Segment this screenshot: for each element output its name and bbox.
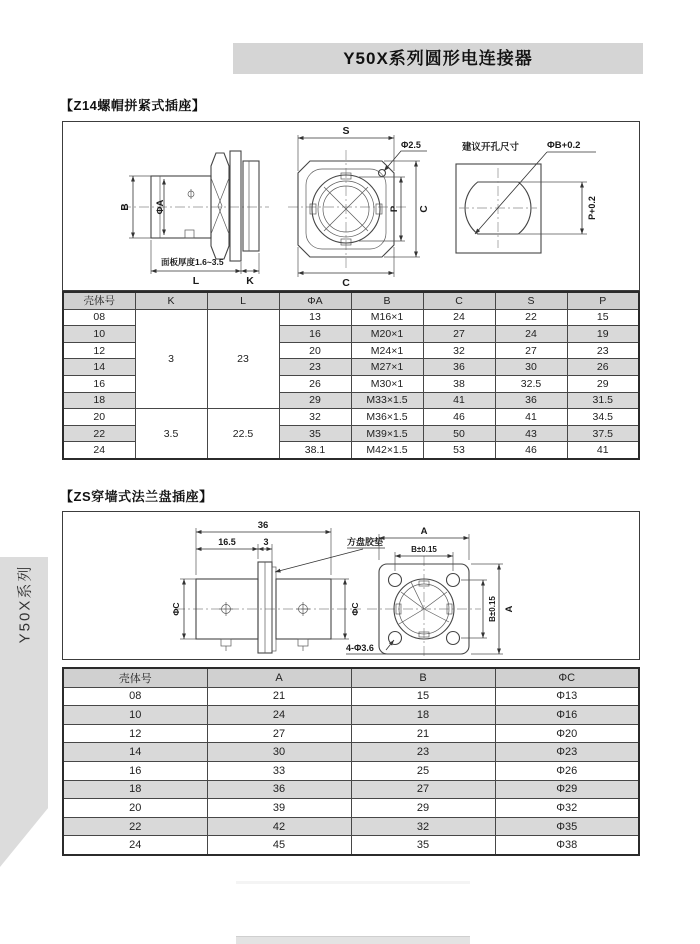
cell: 15 <box>351 687 495 706</box>
cell: 31.5 <box>567 392 639 409</box>
cell: 21 <box>351 724 495 743</box>
cell: 21 <box>207 687 351 706</box>
section1-heading: 【Z14螺帽拼紧式插座】 <box>60 98 206 113</box>
cell: 20 <box>279 342 351 359</box>
cell: 46 <box>495 442 567 459</box>
z14-drawing-panel <box>62 121 640 291</box>
cell: 41 <box>567 442 639 459</box>
series-side-tab-label: Y50X系列 <box>16 564 34 644</box>
cell-shell: 18 <box>63 392 135 409</box>
zs-side-view <box>171 520 394 654</box>
dim-label-p: P <box>389 205 400 213</box>
cell: 50 <box>423 425 495 442</box>
cell: 41 <box>495 409 567 426</box>
cell: 32 <box>423 342 495 359</box>
z14-cutout-view <box>456 140 597 253</box>
cell: 24 <box>423 309 495 326</box>
cell: 24 <box>495 326 567 343</box>
mounting-holes-label: 4-Φ3.6 <box>346 643 374 653</box>
cell: M20×1 <box>351 326 423 343</box>
gasket-label: 方盘胶垫 <box>347 537 384 547</box>
cell: 26 <box>279 375 351 392</box>
cell: 23 <box>279 359 351 376</box>
dim-label-165: 16.5 <box>218 537 236 547</box>
cell-shell: 10 <box>63 706 207 725</box>
table-row <box>63 761 639 780</box>
column-header: C <box>423 292 495 309</box>
cell: M24×1 <box>351 342 423 359</box>
cell: Φ13 <box>495 687 639 706</box>
table-row <box>63 706 639 725</box>
cell: M39×1.5 <box>351 425 423 442</box>
cell: 25 <box>351 761 495 780</box>
cell-shell: 08 <box>63 687 207 706</box>
dim-label-phi-b: ΦB+0.2 <box>547 140 581 151</box>
zs-drawing-panel <box>62 511 640 660</box>
cell: 43 <box>495 425 567 442</box>
dim-label-c-side: C <box>419 205 430 213</box>
dim-label-l: L <box>192 275 200 287</box>
column-header: L <box>207 292 279 309</box>
cell-l-group1: 23 <box>207 309 279 409</box>
cell: 30 <box>207 743 351 762</box>
column-header: ΦA <box>279 292 351 309</box>
cell: Φ38 <box>495 836 639 855</box>
cell: 46 <box>423 409 495 426</box>
dim-label-b-right: B±0.15 <box>488 596 497 622</box>
cell: 41 <box>423 392 495 409</box>
dim-label-phi-a: ΦA <box>155 199 166 215</box>
column-header: A <box>207 668 351 687</box>
cell: 19 <box>567 326 639 343</box>
cell-shell: 22 <box>63 817 207 836</box>
section2-heading: 【ZS穿墙式法兰盘插座】 <box>60 489 213 504</box>
cell: 42 <box>207 817 351 836</box>
table-header-row <box>63 292 639 309</box>
column-header: S <box>495 292 567 309</box>
table-row <box>63 724 639 743</box>
cell: 32.5 <box>495 375 567 392</box>
z14-side-view <box>120 151 269 287</box>
cell: Φ29 <box>495 780 639 799</box>
cell: Φ23 <box>495 743 639 762</box>
dim-label-phi25: Φ2.5 <box>401 140 421 150</box>
cell: 29 <box>279 392 351 409</box>
table-header-row <box>63 668 639 687</box>
dim-label-phi-c-left: ΦC <box>171 602 181 616</box>
cell: Φ35 <box>495 817 639 836</box>
cell-shell: 16 <box>63 761 207 780</box>
dim-label-36: 36 <box>257 520 269 531</box>
cell-k-group1: 3 <box>135 309 207 409</box>
cell-shell: 16 <box>63 375 135 392</box>
cell: 36 <box>207 780 351 799</box>
cell: 38 <box>423 375 495 392</box>
cell: 27 <box>351 780 495 799</box>
cell: Φ26 <box>495 761 639 780</box>
cell: 30 <box>495 359 567 376</box>
cell-shell: 14 <box>63 743 207 762</box>
cell-shell: 10 <box>63 326 135 343</box>
cell-shell: 20 <box>63 799 207 818</box>
column-header: K <box>135 292 207 309</box>
table-row <box>63 780 639 799</box>
table-row <box>63 309 639 326</box>
cell-shell: 12 <box>63 724 207 743</box>
dim-label-c-bottom: C <box>342 277 350 289</box>
cell: 24 <box>207 706 351 725</box>
cell: 45 <box>207 836 351 855</box>
dim-label-b-top: B±0.15 <box>411 545 437 554</box>
panel-thickness-note: 面板厚度1.6~3.5 <box>161 257 224 267</box>
cell: 35 <box>279 425 351 442</box>
column-header: ΦC <box>495 668 639 687</box>
cell: 53 <box>423 442 495 459</box>
table-row <box>63 409 639 426</box>
z14-front-view <box>288 125 430 289</box>
cell: M42×1.5 <box>351 442 423 459</box>
cell: 27 <box>495 342 567 359</box>
cell: M27×1 <box>351 359 423 376</box>
cell: Φ20 <box>495 724 639 743</box>
cell-shell: 12 <box>63 342 135 359</box>
table-row <box>63 687 639 706</box>
dim-label-phi-c-right: ΦC <box>350 602 360 616</box>
cell: 36 <box>495 392 567 409</box>
cell: 29 <box>567 375 639 392</box>
cell: 36 <box>423 359 495 376</box>
column-header: P <box>567 292 639 309</box>
cell: 29 <box>351 799 495 818</box>
dim-label-a-top: A <box>420 526 428 537</box>
cell-shell: 08 <box>63 309 135 326</box>
dim-label-k: K <box>246 275 254 287</box>
cell: 23 <box>567 342 639 359</box>
cell: Φ32 <box>495 799 639 818</box>
z14-technical-drawing <box>63 122 638 289</box>
cell-shell: 24 <box>63 836 207 855</box>
cell: M16×1 <box>351 309 423 326</box>
cell: 35 <box>351 836 495 855</box>
cell: 22 <box>495 309 567 326</box>
cell-shell: 20 <box>63 409 135 426</box>
dim-label-s: S <box>342 125 350 137</box>
cell: M30×1 <box>351 375 423 392</box>
cell: 26 <box>567 359 639 376</box>
footer-divider <box>236 881 470 884</box>
cell: 16 <box>279 326 351 343</box>
cell: M33×1.5 <box>351 392 423 409</box>
cell: 38.1 <box>279 442 351 459</box>
cell-shell: 24 <box>63 442 135 459</box>
column-header: 壳体号 <box>63 292 135 309</box>
cell-l-group2: 22.5 <box>207 409 279 459</box>
page-title: Y50X系列圆形电连接器 <box>233 43 643 74</box>
cell-shell: 22 <box>63 425 135 442</box>
cell: 23 <box>351 743 495 762</box>
cell: 34.5 <box>567 409 639 426</box>
cell: 13 <box>279 309 351 326</box>
table-row <box>63 743 639 762</box>
cell-shell: 14 <box>63 359 135 376</box>
cell-shell: 18 <box>63 780 207 799</box>
cell: 15 <box>567 309 639 326</box>
zs-dimension-table <box>62 667 640 856</box>
zs-front-view <box>367 526 515 657</box>
zs-technical-drawing <box>63 512 638 658</box>
cell: 37.5 <box>567 425 639 442</box>
table-row <box>63 799 639 818</box>
table-row <box>63 817 639 836</box>
column-header: B <box>351 668 495 687</box>
column-header: 壳体号 <box>63 668 207 687</box>
cell: 33 <box>207 761 351 780</box>
cell: 39 <box>207 799 351 818</box>
dim-label-b: B <box>120 203 131 211</box>
z14-dimension-table <box>62 291 640 460</box>
cell: Φ16 <box>495 706 639 725</box>
cell: M36×1.5 <box>351 409 423 426</box>
column-header: B <box>351 292 423 309</box>
dim-label-a-right: A <box>504 605 515 613</box>
dim-label-3: 3 <box>263 537 269 547</box>
cell: 27 <box>423 326 495 343</box>
cell: 18 <box>351 706 495 725</box>
cutout-title: 建议开孔尺寸 <box>462 142 520 153</box>
cell: 27 <box>207 724 351 743</box>
cell: 32 <box>279 409 351 426</box>
cell: 32 <box>351 817 495 836</box>
dim-label-p-cutout: P+0.2 <box>587 196 597 220</box>
table-row <box>63 836 639 855</box>
cell-k-group2: 3.5 <box>135 409 207 459</box>
